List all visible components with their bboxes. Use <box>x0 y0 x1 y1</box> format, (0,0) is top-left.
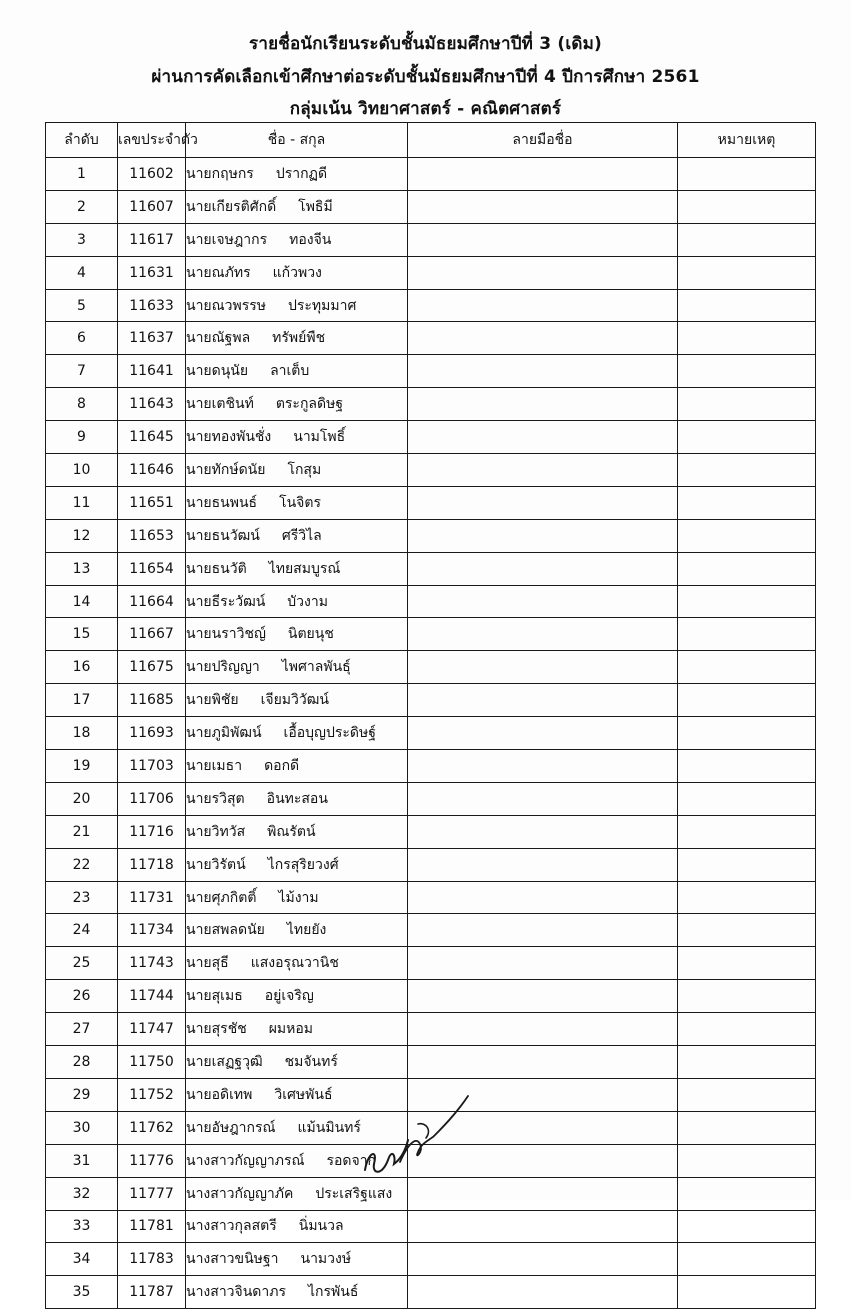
remark-cell <box>678 1243 816 1276</box>
remark-cell <box>678 684 816 717</box>
remark-cell <box>678 1078 816 1111</box>
first-name: นายวิรัตน์ <box>186 856 246 873</box>
table-row <box>46 848 816 881</box>
signature-cell <box>408 190 678 223</box>
last-name: แม้นมินทร์ <box>297 1119 361 1136</box>
first-name: นางสาวจินดาภร <box>186 1284 287 1301</box>
signature-cell <box>408 914 678 947</box>
student-id: 11607 <box>118 190 186 223</box>
row-number: 14 <box>46 585 118 618</box>
table-row <box>46 947 816 980</box>
remark-cell <box>678 1046 816 1079</box>
student-id: 11743 <box>118 947 186 980</box>
student-id: 11703 <box>118 750 186 783</box>
row-number: 16 <box>46 651 118 684</box>
last-name: ทองจีน <box>289 231 332 248</box>
document-subtitle: ผ่านการคัดเลือกเข้าศึกษาต่อระดับชั้นมัธยมศึกษาปีที่ 4 ปีการศึกษา 2561 <box>151 67 700 87</box>
first-name: นายณัฐพล <box>186 330 251 347</box>
student-name <box>186 782 408 815</box>
first-name: นายสุรชัช <box>186 1021 247 1038</box>
table-row <box>46 256 816 289</box>
student-name <box>186 750 408 783</box>
signature-cell <box>408 256 678 289</box>
student-id: 11776 <box>118 1144 186 1177</box>
student-name <box>186 684 408 717</box>
table-row <box>46 486 816 519</box>
student-name <box>186 322 408 355</box>
remark-cell <box>678 355 816 388</box>
row-number: 11 <box>46 486 118 519</box>
first-name: นายอดิเทพ <box>186 1086 253 1103</box>
table-row <box>46 421 816 454</box>
first-name: นายเตชินท์ <box>186 396 254 413</box>
student-id: 11731 <box>118 881 186 914</box>
row-number: 7 <box>46 355 118 388</box>
remark-cell <box>678 717 816 750</box>
student-name <box>186 454 408 487</box>
first-name: นายธนวัติ <box>186 560 247 577</box>
signature-cell <box>408 651 678 684</box>
remark-cell <box>678 914 816 947</box>
signature-cell <box>408 519 678 552</box>
student-name <box>186 1013 408 1046</box>
last-name: ไกรสุริยวงศ์ <box>267 856 339 873</box>
row-number: 4 <box>46 256 118 289</box>
table-row <box>46 322 816 355</box>
table-row <box>46 190 816 223</box>
student-id: 11637 <box>118 322 186 355</box>
student-id: 11781 <box>118 1210 186 1243</box>
student-name <box>186 848 408 881</box>
row-number: 19 <box>46 750 118 783</box>
student-id: 11602 <box>118 158 186 191</box>
first-name: นายทองพันชั่ง <box>186 429 272 446</box>
student-id: 11667 <box>118 618 186 651</box>
signature-cell <box>408 1243 678 1276</box>
signature-cell <box>408 289 678 322</box>
last-name: ไทยยัง <box>286 922 327 939</box>
table-row <box>46 1013 816 1046</box>
last-name: ลาเต็บ <box>270 363 310 380</box>
remark-cell <box>678 848 816 881</box>
row-number: 6 <box>46 322 118 355</box>
last-name: ไพศาลพันธุ์ <box>281 659 351 676</box>
first-name: นายเจษฎากร <box>186 231 268 248</box>
row-number: 27 <box>46 1013 118 1046</box>
signature-cell <box>408 782 678 815</box>
remark-cell <box>678 881 816 914</box>
row-number: 29 <box>46 1078 118 1111</box>
first-name: นายธนวัฒน์ <box>186 527 260 544</box>
student-id: 11787 <box>118 1276 186 1309</box>
last-name: ดอกดี <box>264 757 300 774</box>
remark-cell <box>678 289 816 322</box>
student-id: 11645 <box>118 421 186 454</box>
first-name: นายสุเมธ <box>186 988 243 1005</box>
remark-cell <box>678 651 816 684</box>
student-name <box>186 223 408 256</box>
table-row <box>46 717 816 750</box>
last-name: นามโพธิ์ <box>293 429 346 446</box>
remark-cell <box>678 947 816 980</box>
table-row <box>46 519 816 552</box>
row-number: 28 <box>46 1046 118 1079</box>
row-number: 31 <box>46 1144 118 1177</box>
first-name: นายสุธี <box>186 955 229 972</box>
last-name: โพธิมี <box>298 198 333 215</box>
first-name: นายเสฏฐวุฒิ <box>186 1053 263 1070</box>
header-no: ลำดับ <box>46 123 118 158</box>
signature-cell <box>408 322 678 355</box>
remark-cell <box>678 1177 816 1210</box>
document-group-title: กลุ่มเน้น วิทยาศาสตร์ - คณิตศาสตร์ <box>289 99 562 119</box>
last-name: เอื้อบุญประดิษฐ์ <box>283 725 376 742</box>
signature-cell <box>408 585 678 618</box>
signature-cell <box>408 980 678 1013</box>
student-name <box>186 158 408 191</box>
remark-cell <box>678 158 816 191</box>
student-name <box>186 651 408 684</box>
row-number: 13 <box>46 552 118 585</box>
first-name: นายพิชัย <box>186 692 239 709</box>
table-row <box>46 750 816 783</box>
row-number: 23 <box>46 881 118 914</box>
row-number: 24 <box>46 914 118 947</box>
last-name: ไม้งาม <box>278 889 319 906</box>
student-id: 11716 <box>118 815 186 848</box>
table-row <box>46 388 816 421</box>
row-number: 12 <box>46 519 118 552</box>
student-id: 11631 <box>118 256 186 289</box>
student-id: 11651 <box>118 486 186 519</box>
last-name: เจียมวิวัฒน์ <box>260 692 329 709</box>
last-name: ประทุมมาศ <box>287 297 357 314</box>
table-row <box>46 618 816 651</box>
row-number: 10 <box>46 454 118 487</box>
remark-cell <box>678 1144 816 1177</box>
remark-cell <box>678 750 816 783</box>
last-name: ผมหอม <box>268 1021 313 1038</box>
remark-cell <box>678 782 816 815</box>
table-row <box>46 289 816 322</box>
student-id: 11685 <box>118 684 186 717</box>
row-number: 33 <box>46 1210 118 1243</box>
table-row <box>46 454 816 487</box>
row-number: 1 <box>46 158 118 191</box>
last-name: ตระกูลดิษฐ <box>275 396 344 413</box>
table-row <box>46 355 816 388</box>
student-name <box>186 256 408 289</box>
row-number: 26 <box>46 980 118 1013</box>
remark-cell <box>678 1210 816 1243</box>
student-id: 11718 <box>118 848 186 881</box>
first-name: นายเกียรติศักดิ์ <box>186 198 277 215</box>
signature-cell <box>408 454 678 487</box>
remark-cell <box>678 421 816 454</box>
header-signature: ลายมือชื่อ <box>408 123 678 158</box>
last-name: อยู่เจริญ <box>264 988 314 1005</box>
student-id: 11762 <box>118 1111 186 1144</box>
student-id: 11617 <box>118 223 186 256</box>
signature-cell <box>408 684 678 717</box>
remark-cell <box>678 256 816 289</box>
signature-cell <box>408 815 678 848</box>
row-number: 20 <box>46 782 118 815</box>
first-name: นายธีระวัฒน์ <box>186 593 266 610</box>
row-number: 35 <box>46 1276 118 1309</box>
student-name <box>186 618 408 651</box>
signature-cell <box>408 1210 678 1243</box>
student-id: 11646 <box>118 454 186 487</box>
first-name: นายธนพนธ์ <box>186 494 258 511</box>
last-name: อินทะสอน <box>266 790 328 807</box>
student-name <box>186 717 408 750</box>
remark-cell <box>678 585 816 618</box>
last-name: แก้วพวง <box>272 264 322 281</box>
signature-cell <box>408 486 678 519</box>
last-name: ทรัพย์พืช <box>272 330 326 347</box>
handwritten-signature <box>360 1052 490 1182</box>
first-name: นางสาวกัญญาภัค <box>186 1185 294 1202</box>
remark-cell <box>678 552 816 585</box>
student-id: 11693 <box>118 717 186 750</box>
student-id: 11734 <box>118 914 186 947</box>
signature-cell <box>408 388 678 421</box>
student-name <box>186 881 408 914</box>
student-id: 11783 <box>118 1243 186 1276</box>
table-row <box>46 651 816 684</box>
table-row <box>46 585 816 618</box>
first-name: นายสพลดนัย <box>186 922 265 939</box>
table-row <box>46 1210 816 1243</box>
row-number: 3 <box>46 223 118 256</box>
row-number: 22 <box>46 848 118 881</box>
remark-cell <box>678 190 816 223</box>
table-row <box>46 815 816 848</box>
table-row <box>46 1177 816 1210</box>
table-header-row <box>46 123 816 158</box>
student-id: 11747 <box>118 1013 186 1046</box>
student-name <box>186 355 408 388</box>
first-name: นายรวิสุต <box>186 790 245 807</box>
last-name: บัวงาม <box>287 593 328 610</box>
first-name: นางสาวกัญญาภรณ์ <box>186 1152 305 1169</box>
last-name: โนจิตร <box>279 494 321 511</box>
student-name <box>186 421 408 454</box>
student-name <box>186 1243 408 1276</box>
row-number: 2 <box>46 190 118 223</box>
table-row <box>46 158 816 191</box>
student-id: 11744 <box>118 980 186 1013</box>
first-name: นายภูมิพัฒน์ <box>186 725 262 742</box>
last-name: พิณรัตน์ <box>267 823 316 840</box>
student-name <box>186 552 408 585</box>
student-id: 11643 <box>118 388 186 421</box>
remark-cell <box>678 388 816 421</box>
student-id: 11750 <box>118 1046 186 1079</box>
student-name <box>186 486 408 519</box>
row-number: 21 <box>46 815 118 848</box>
first-name: นายณภัทร <box>186 264 251 281</box>
row-number: 32 <box>46 1177 118 1210</box>
first-name: นายนราวิชญ์ <box>186 626 266 643</box>
signature-cell <box>408 552 678 585</box>
remark-cell <box>678 519 816 552</box>
signature-cell <box>408 158 678 191</box>
remark-cell <box>678 815 816 848</box>
student-id: 11706 <box>118 782 186 815</box>
first-name: นางสาวขนิษฐา <box>186 1251 279 1268</box>
student-id: 11653 <box>118 519 186 552</box>
student-name <box>186 388 408 421</box>
first-name: นายณวพรรษ <box>186 297 266 314</box>
table-row <box>46 782 816 815</box>
row-number: 18 <box>46 717 118 750</box>
last-name: แสงอรุณวานิช <box>250 955 339 972</box>
student-name <box>186 585 408 618</box>
row-number: 25 <box>46 947 118 980</box>
student-id: 11654 <box>118 552 186 585</box>
last-name: ไทยสมบูรณ์ <box>268 560 341 577</box>
last-name: ประเสริฐแสง <box>315 1185 393 1202</box>
last-name: ศรีวิไล <box>281 527 322 544</box>
remark-cell <box>678 1013 816 1046</box>
first-name: นายดนุนัย <box>186 363 249 380</box>
student-id: 11664 <box>118 585 186 618</box>
document-title: รายชื่อนักเรียนระดับชั้นมัธยมศึกษาปีที่ 3 (เดิม) <box>249 34 602 54</box>
signature-cell <box>408 750 678 783</box>
student-name <box>186 947 408 980</box>
signature-cell <box>408 881 678 914</box>
last-name: วิเศษพันธ์ <box>274 1086 333 1103</box>
last-name: นามวงษ์ <box>300 1251 352 1268</box>
student-name <box>186 1177 408 1210</box>
signature-cell <box>408 1013 678 1046</box>
student-name <box>186 519 408 552</box>
signature-cell <box>408 223 678 256</box>
header-remark: หมายเหตุ <box>678 123 816 158</box>
last-name: โกสุม <box>287 461 322 478</box>
student-name <box>186 1276 408 1309</box>
student-id: 11752 <box>118 1078 186 1111</box>
header-student-id: เลขประจำตัว <box>118 123 186 158</box>
student-id: 11633 <box>118 289 186 322</box>
remark-cell <box>678 322 816 355</box>
last-name: นิตยนุช <box>287 626 334 643</box>
signature-cell <box>408 717 678 750</box>
student-name <box>186 914 408 947</box>
last-name: นิ่มนวล <box>298 1218 344 1235</box>
remark-cell <box>678 223 816 256</box>
last-name: ปรากฏดี <box>275 165 328 182</box>
table-row <box>46 1276 816 1309</box>
student-name <box>186 980 408 1013</box>
student-id: 11641 <box>118 355 186 388</box>
row-number: 5 <box>46 289 118 322</box>
row-number: 34 <box>46 1243 118 1276</box>
signature-cell <box>408 355 678 388</box>
remark-cell <box>678 454 816 487</box>
last-name: รอดจาก <box>326 1152 377 1169</box>
row-number: 15 <box>46 618 118 651</box>
remark-cell <box>678 1111 816 1144</box>
remark-cell <box>678 1276 816 1309</box>
first-name: นายปริญญา <box>186 659 260 676</box>
table-row <box>46 980 816 1013</box>
signature-cell <box>408 421 678 454</box>
signature-cell <box>408 1276 678 1309</box>
table-row <box>46 881 816 914</box>
student-name <box>186 815 408 848</box>
student-name <box>186 190 408 223</box>
table-row <box>46 552 816 585</box>
row-number: 8 <box>46 388 118 421</box>
first-name: นายทักษ์ดนัย <box>186 461 266 478</box>
table-row <box>46 684 816 717</box>
first-name: นายวิทวัส <box>186 823 246 840</box>
first-name: นายกฤษกร <box>186 165 254 182</box>
table-row <box>46 223 816 256</box>
row-number: 9 <box>46 421 118 454</box>
last-name: ชมจันทร์ <box>284 1053 338 1070</box>
remark-cell <box>678 618 816 651</box>
student-id: 11777 <box>118 1177 186 1210</box>
first-name: นายศุภกิตติ์ <box>186 889 257 906</box>
signature-cell <box>408 947 678 980</box>
remark-cell <box>678 486 816 519</box>
signature-cell <box>408 1177 678 1210</box>
remark-cell <box>678 980 816 1013</box>
student-name <box>186 289 408 322</box>
student-id: 11675 <box>118 651 186 684</box>
first-name: นายเมธา <box>186 757 243 774</box>
header-name: ชื่อ - สกุล <box>186 123 408 158</box>
row-number: 17 <box>46 684 118 717</box>
table-row <box>46 914 816 947</box>
row-number: 30 <box>46 1111 118 1144</box>
first-name: นางสาวกุลสตรี <box>186 1218 277 1235</box>
first-name: นายอัษฎากรณ์ <box>186 1119 276 1136</box>
signature-cell <box>408 848 678 881</box>
table-row <box>46 1243 816 1276</box>
student-name <box>186 1210 408 1243</box>
signature-cell <box>408 618 678 651</box>
last-name: ไกรพันธ์ <box>308 1284 359 1301</box>
